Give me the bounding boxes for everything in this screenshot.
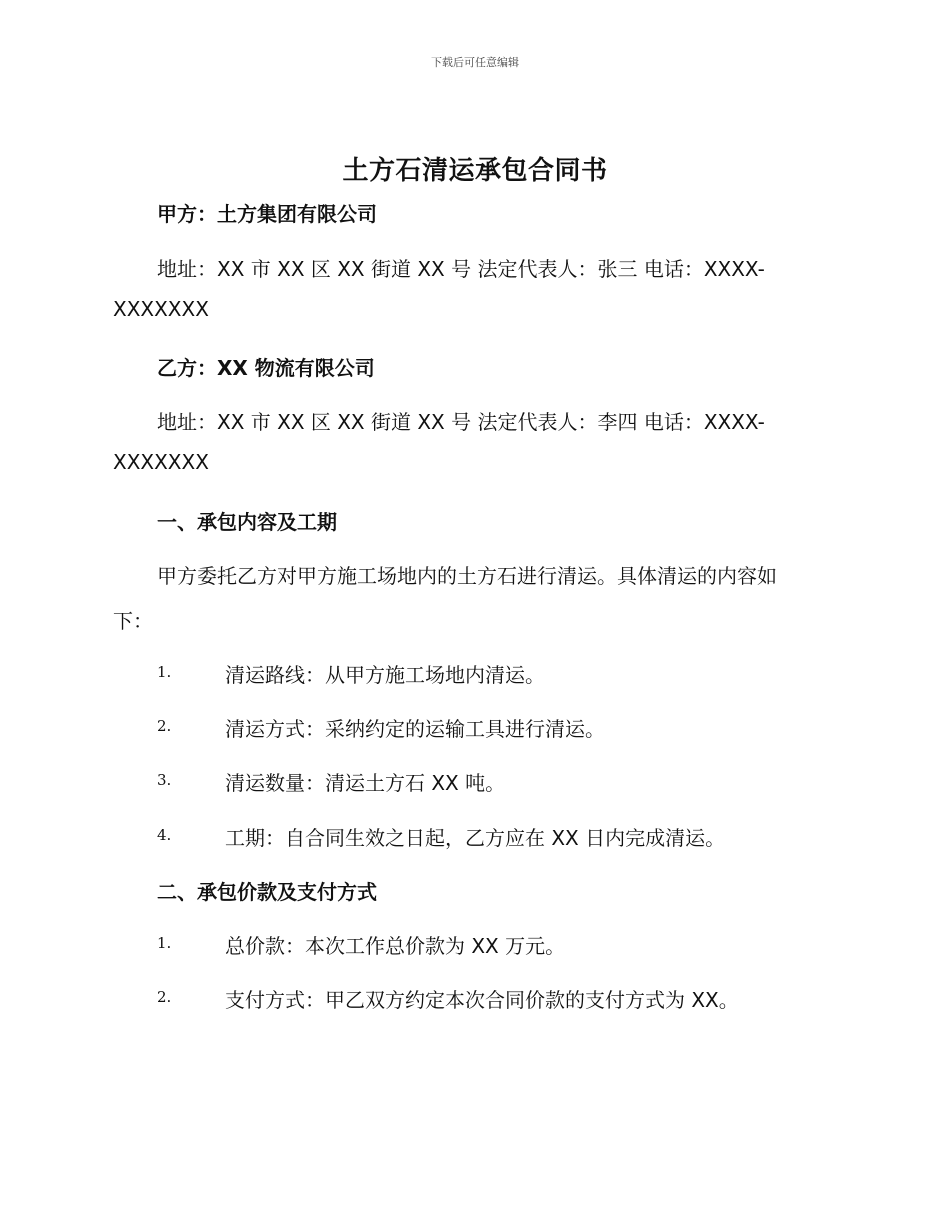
list-item: 支付方式：甲乙双方约定本次合同价款的支付方式为 XX。	[225, 988, 739, 1012]
list-item: 总价款：本次工作总价款为 XX 万元。	[225, 934, 566, 958]
list-item: 工期：自合同生效之日起，乙方应在 XX 日内完成清运。	[225, 826, 726, 850]
list-item-number: 2.	[157, 717, 172, 735]
party-b-address: 地址：XX 市 XX 区 XX 街道 XX 号 法定代表人：李四 电话：XXXX-	[157, 410, 765, 434]
header-note: 下载后可任意编辑	[431, 56, 519, 69]
section-1-heading: 一、承包内容及工期	[157, 510, 337, 534]
list-item-number: 1.	[157, 663, 172, 681]
party-a-heading: 甲方：土方集团有限公司	[157, 202, 377, 226]
list-item: 清运路线：从甲方施工场地内清运。	[225, 663, 545, 687]
list-item-number: 1.	[157, 934, 172, 952]
list-item: 清运方式：采纳约定的运输工具进行清运。	[225, 717, 605, 741]
list-item-number: 4.	[157, 826, 172, 844]
party-b-address-continued: XXXXXXX	[113, 450, 209, 474]
list-item-number: 3.	[157, 771, 172, 789]
party-a-address-continued: XXXXXXX	[113, 297, 209, 321]
page-title: 土方石清运承包合同书	[342, 156, 608, 186]
party-a-address: 地址：XX 市 XX 区 XX 街道 XX 号 法定代表人：张三 电话：XXXX-	[157, 257, 765, 281]
list-item: 清运数量：清运土方石 XX 吨。	[225, 771, 506, 795]
list-item-number: 2.	[157, 988, 172, 1006]
section-2-heading: 二、承包价款及支付方式	[157, 880, 377, 904]
section-1-intro: 甲方委托乙方对甲方施工场地内的土方石进行清运。具体清运的内容如	[157, 564, 777, 588]
section-1-intro-continued: 下：	[113, 609, 153, 633]
party-b-heading: 乙方：XX 物流有限公司	[157, 356, 375, 380]
